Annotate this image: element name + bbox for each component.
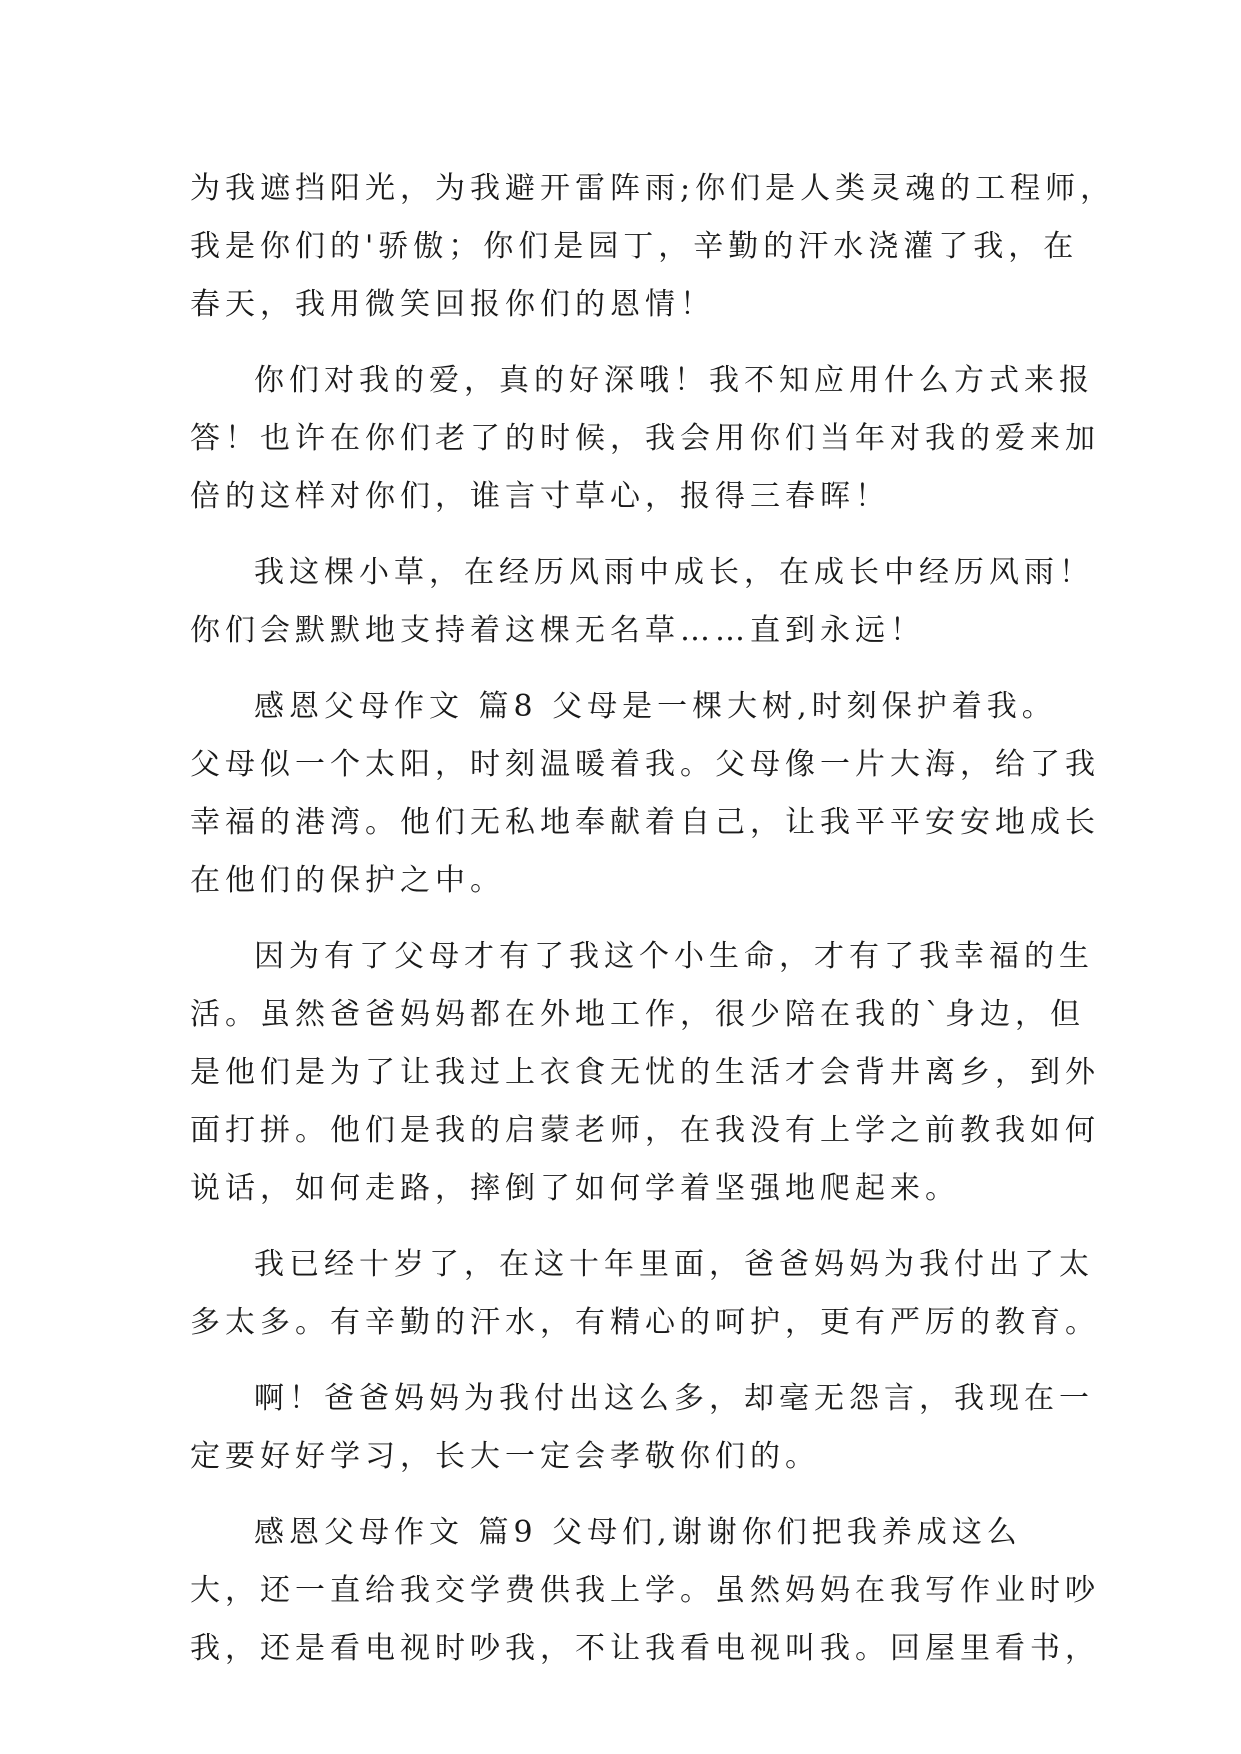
text-line: 你们会默默地支持着这棵无名草……直到永远！	[190, 613, 925, 648]
paragraph-start-line: 你们对我的爱，真的好深哦！我不知应用什么方式来报	[254, 363, 1094, 398]
section-heading-line: 感恩父母作文 篇9 父母们,谢谢你们把我养成这么	[254, 1515, 1022, 1550]
text-line: 答！也许在你们老了的时候，我会用你们当年对我的爱来加	[190, 421, 1100, 456]
text-line: 面打拼。他们是我的启蒙老师，在我没有上学之前教我如何	[190, 1113, 1100, 1148]
text-line: 在他们的保护之中。	[190, 863, 505, 898]
paragraph-start-line: 我已经十岁了，在这十年里面，爸爸妈妈为我付出了太	[254, 1247, 1094, 1282]
text-line: 幸福的港湾。他们无私地奉献着自己，让我平平安安地成长	[190, 805, 1100, 840]
document-body	[190, 160, 1116, 1678]
text-line: 大，还一直给我交学费供我上学。虽然妈妈在我写作业时吵	[190, 1573, 1100, 1608]
text-line: 春天，我用微笑回报你们的恩情！	[190, 287, 715, 322]
paragraph-start-line: 啊！爸爸妈妈为我付出这么多，却毫无怨言，我现在一	[254, 1381, 1094, 1416]
paragraph-start-line: 因为有了父母才有了我这个小生命，才有了我幸福的生	[254, 939, 1094, 974]
text-line: 是他们是为了让我过上衣食无忧的生活才会背井离乡，到外	[190, 1055, 1100, 1090]
text-line: 说话，如何走路，摔倒了如何学着坚强地爬起来。	[190, 1171, 960, 1206]
text-line: 父母似一个太阳，时刻温暖着我。父母像一片大海，给了我	[190, 747, 1100, 782]
section-heading-line: 感恩父母作文 篇8 父母是一棵大树,时刻保护着我。	[254, 689, 1057, 724]
text-line: 为我遮挡阳光，为我避开雷阵雨;你们是人类灵魂的工程师，	[190, 171, 1116, 206]
paragraph-start-line: 我这棵小草，在经历风雨中成长，在成长中经历风雨！	[254, 555, 1094, 590]
text-line: 我，还是看电视时吵我，不让我看电视叫我。回屋里看书，	[190, 1631, 1100, 1666]
text-line: 活。虽然爸爸妈妈都在外地工作，很少陪在我的`身边，但	[190, 997, 1085, 1032]
text-line: 倍的这样对你们，谁言寸草心，报得三春晖！	[190, 479, 890, 514]
text-line: 定要好好学习，长大一定会孝敬你们的。	[190, 1439, 820, 1474]
text-line: 我是你们的'骄傲；你们是园丁，辛勤的汗水浇灌了我，在	[190, 229, 1079, 264]
text-line: 多太多。有辛勤的汗水，有精心的呵护，更有严厉的教育。	[190, 1305, 1100, 1340]
